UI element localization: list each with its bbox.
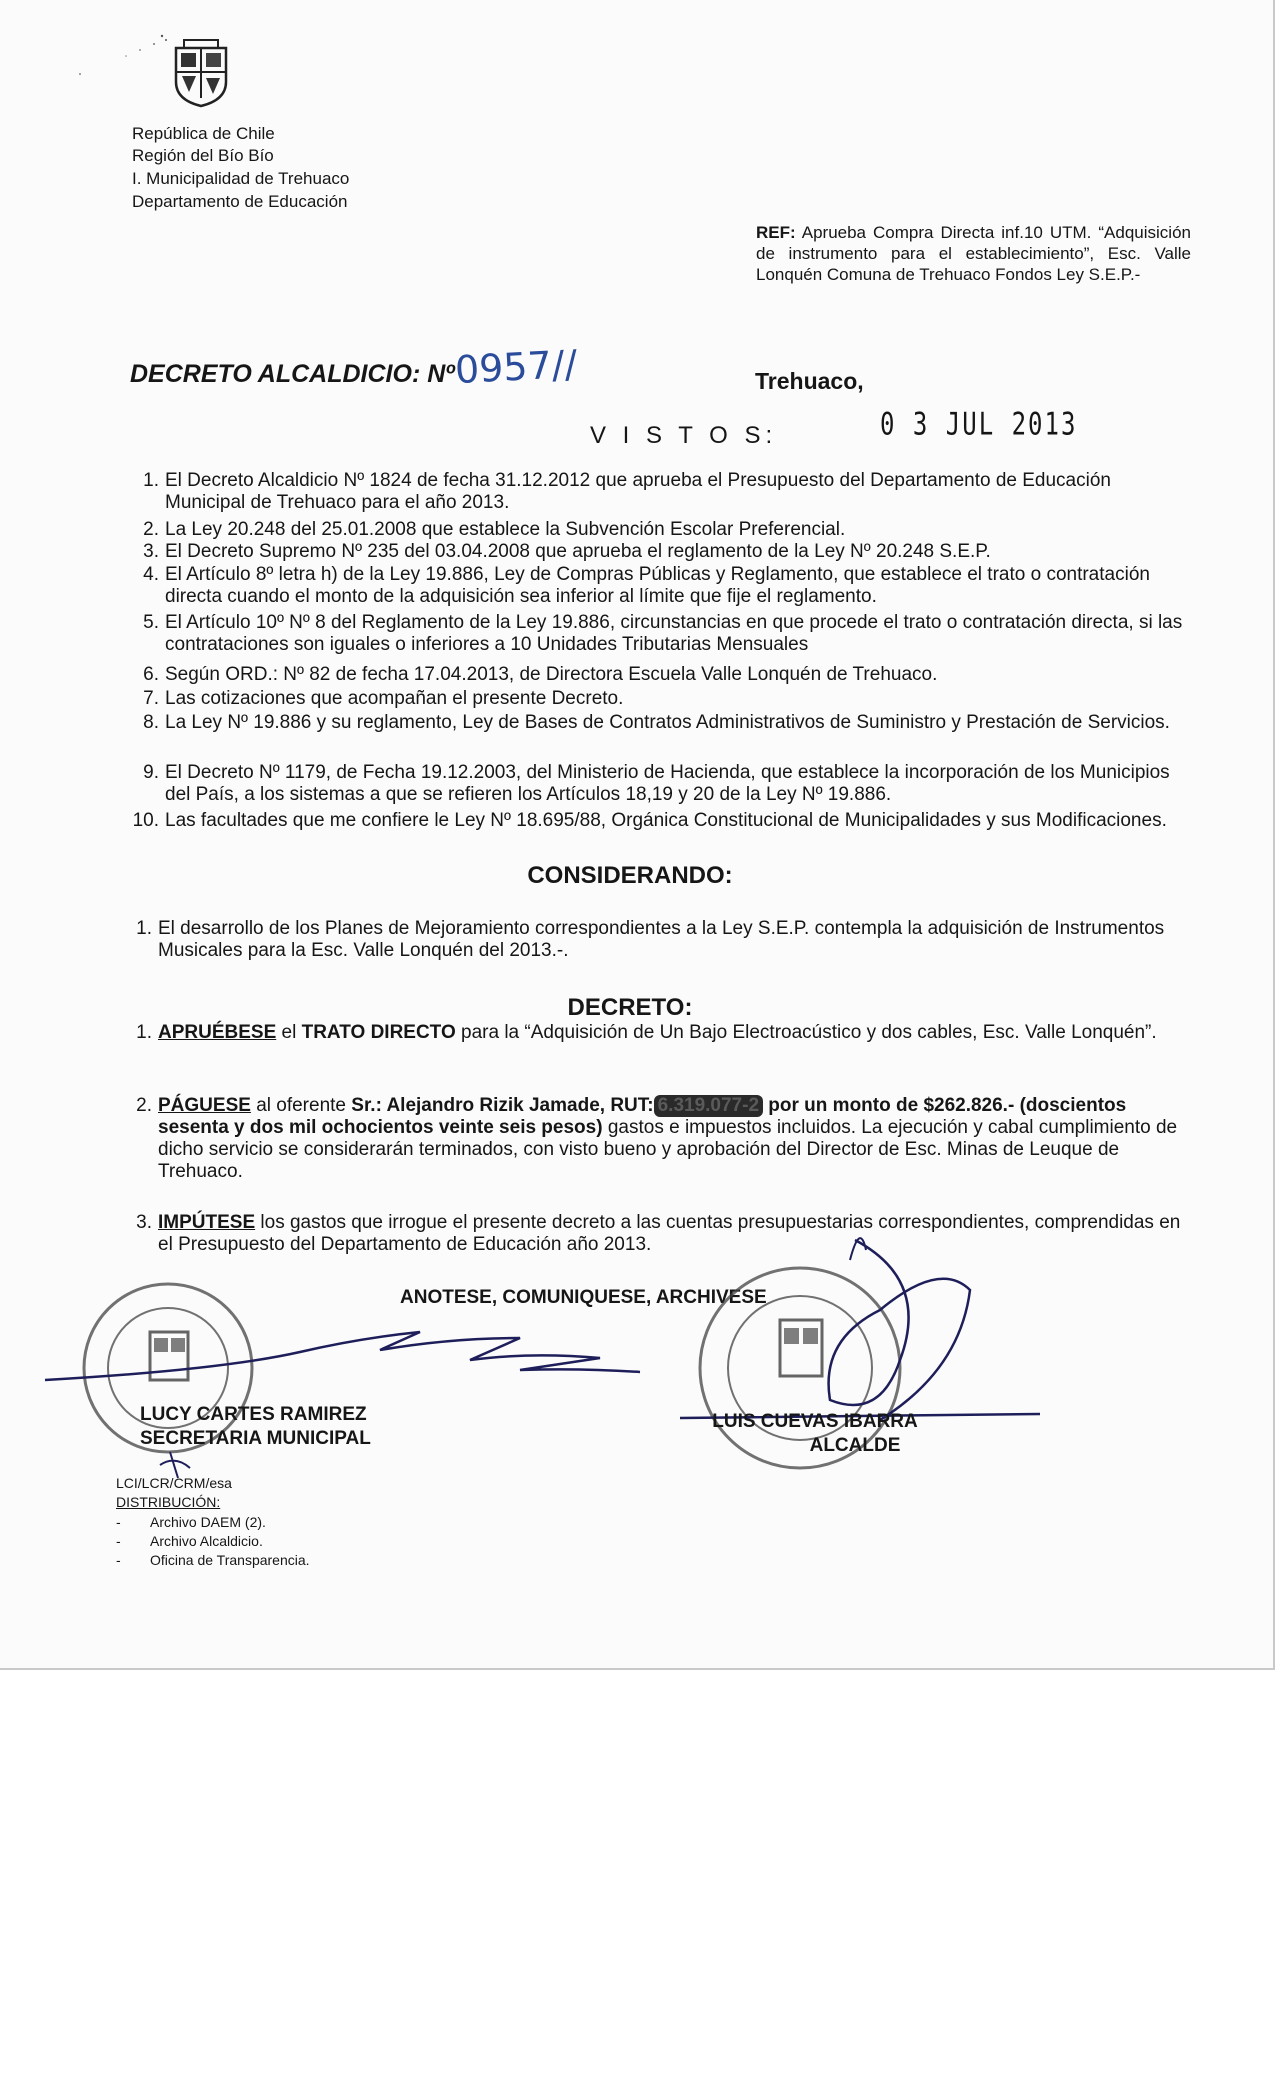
- typist-initials: LCI/LCR/CRM/esa: [116, 1475, 232, 1491]
- bold-fragment: por un monto de $262.826.- (doscientos sesenta y dos mil ochocientos veinte seis pesos): [158, 1095, 1127, 1138]
- left-signature-ink: [45, 1332, 640, 1380]
- text-fragment: los gastos que irrogue el presente decreto a las cuentas presupuestarias correspondientes, comprendidas en el Presupuesto del Departamento de Educación año 2013.: [158, 1212, 1181, 1255]
- right-signatory-name: LUIS CUEVAS IBARRA: [712, 1411, 918, 1432]
- item-text: La Ley 20.248 del 25.01.2008 que establece la Subvención Escolar Preferencial.: [165, 519, 846, 540]
- verb-pay: PÁGUESE: [158, 1095, 251, 1116]
- ref-label: REF:: [756, 223, 796, 242]
- vistos-item: [143, 519, 1185, 541]
- item-text: El Artículo 8º letra h) de la Ley 19.886, Ley de Compras Públicas y Reglamento, que establece el trato o contratación directa cuando el monto de la adquisición sea inferior al límite que fije el reglamento.: [165, 564, 1150, 607]
- decree-place: Trehuaco,: [755, 368, 864, 394]
- item-text: El desarrollo de los Planes de Mejoramiento correspondientes a la Ley S.E.P. contempla la adquisición de Instrumentos Musicales para la Esc. Valle Lonquén del 2013.-.: [158, 918, 1165, 961]
- item-text: [158, 1095, 1183, 1183]
- verb-charge: IMPÚTESE: [158, 1212, 256, 1233]
- item-text: Según ORD.: Nº 82 de fecha 17.04.2013, de Directora Escuela Valle Lonquén de Trehuaco.: [165, 664, 938, 685]
- item-number: 6.: [143, 664, 159, 685]
- reference-block: [756, 222, 1191, 285]
- item-number: 9.: [143, 762, 159, 783]
- item-number: 3.: [136, 1212, 152, 1233]
- scan-specks: [70, 30, 170, 90]
- item-text: Las facultades que me confiere le Ley Nº 18.695/88, Orgánica Constitucional de Municipalidades y sus Modificaciones.: [165, 810, 1167, 831]
- item-number: 8.: [143, 712, 159, 733]
- item-number: 2.: [143, 519, 159, 540]
- right-signatory-role: ALCALDE: [809, 1435, 901, 1456]
- distribution-item: - Archivo DAEM (2).: [116, 1514, 266, 1530]
- vistos-item: [143, 541, 1185, 563]
- text-fragment: el: [276, 1022, 302, 1043]
- ref-text: Aprueba Compra Directa inf.10 UTM. “Adquisición de instrumento para el establecimiento”, Esc. Valle Lonquén Comuna de Trehuaco Fondos Ley S.E.P.-: [756, 223, 1191, 284]
- municipal-crest-icon: [170, 38, 232, 108]
- item-text: El Decreto Alcaldicio Nº 1824 de fecha 31.12.2012 que aprueba el Presupuesto del Departamento de Educación Municipal de Trehuaco para el año 2013.: [165, 470, 1111, 513]
- vistos-item: [143, 470, 1185, 514]
- item-number: 5.: [143, 612, 159, 633]
- left-signatory-role: SECRETARIA MUNICIPAL: [140, 1428, 371, 1449]
- vistos-item: [143, 712, 1185, 734]
- text-fragment: gastos e impuestos incluidos. La ejecución y cabal cumplimiento de dicho servicio se considerarán terminados, con visto bueno y aprobación del Director de Esc. Minas de Leuque de Trehuaco.: [158, 1117, 1178, 1182]
- item-text: La Ley Nº 19.886 y su reglamento, Ley de Bases de Contratos Administrativos de Suministro y Prestación de Servicios.: [165, 712, 1170, 733]
- distribution-text: Archivo DAEM (2).: [150, 1514, 266, 1530]
- item-text: El Artículo 10º Nº 8 del Reglamento de la Ley 19.886, circunstancias en que procede el trato o contratación directa, si las contrataciones son iguales o inferiores a 10 Unidades Tributarias Mensuales: [165, 612, 1183, 655]
- distribution-text: Archivo Alcaldicio.: [150, 1533, 263, 1549]
- redacted-rut: 6.319.077-2: [654, 1095, 763, 1117]
- vistos-item: [143, 612, 1185, 656]
- item-number: 4.: [143, 564, 159, 585]
- distribution-item: - Oficina de Transparencia.: [116, 1552, 310, 1568]
- decreto-heading: DECRETO:: [567, 994, 693, 1021]
- item-number: 3.: [143, 541, 159, 562]
- verb-approve: APRUÉBESE: [158, 1022, 277, 1043]
- header-line-municipality: I. Municipalidad de Trehuaco: [132, 169, 350, 188]
- left-signatory: [140, 1403, 371, 1451]
- item-number: 2.: [136, 1095, 152, 1116]
- item-number: 1.: [136, 918, 152, 939]
- right-signatory: [700, 1410, 930, 1458]
- item-text: El Decreto Supremo Nº 235 del 03.04.2008 que aprueba el reglamento de la Ley Nº 20.248 S.E.P.: [165, 541, 991, 562]
- bold-fragment: TRATO DIRECTO: [301, 1022, 456, 1043]
- left-signatory-name: LUCY CARTES RAMIREZ: [140, 1404, 367, 1425]
- date-stamp: 0 3 JUL 2013: [880, 405, 1078, 443]
- item-number: 10.: [132, 810, 159, 831]
- item-text: El Decreto Nº 1179, de Fecha 19.12.2003, del Ministerio de Hacienda, que establece la incorporación de los Municipios del País, a los sistemas a que se refieren los Artículos 18,19 y 20 de la Ley Nº 19.886.: [165, 762, 1170, 805]
- decreto-item-approve: [136, 1022, 1183, 1044]
- header-line-country: República de Chile: [132, 124, 275, 143]
- vistos-item: [143, 564, 1185, 608]
- distribution-text: Oficina de Transparencia.: [150, 1552, 310, 1568]
- vistos-item: [143, 664, 1185, 686]
- vistos-item: [143, 762, 1185, 806]
- signature-and-stamp-overlay: [0, 1220, 1275, 1500]
- distribution-item: - Archivo Alcaldicio.: [116, 1533, 263, 1549]
- bold-fragment: Sr.: Alejandro Rizik Jamade, RUT:: [351, 1095, 654, 1116]
- considerando-item: [136, 918, 1183, 962]
- vistos-item: [143, 688, 1185, 710]
- text-fragment: para la “Adquisición de Un Bajo Electroacústico y dos cables, Esc. Valle Lonquén”.: [455, 1022, 1157, 1043]
- item-number: 1.: [143, 470, 159, 491]
- item-number: 7.: [143, 688, 159, 709]
- text-fragment: al oferente: [250, 1095, 352, 1116]
- considerando-heading: CONSIDERANDO:: [527, 862, 733, 889]
- item-text: [158, 1022, 1183, 1044]
- vistos-heading: V I S T O S:: [590, 422, 778, 449]
- decreto-item-pay: [136, 1095, 1183, 1183]
- header-line-region: Región del Bío Bío: [132, 146, 274, 165]
- closing-formula: ANOTESE, COMUNIQUESE, ARCHIVESE: [400, 1287, 767, 1308]
- item-number: 1.: [136, 1022, 152, 1043]
- item-text: Las cotizaciones que acompañan el presente Decreto.: [165, 688, 624, 709]
- distribution-heading: DISTRIBUCIÓN:: [116, 1494, 221, 1510]
- vistos-item: [132, 810, 1185, 832]
- decree-number-handwritten: 0957//: [453, 341, 579, 393]
- decree-title: DECRETO ALCALDICIO: Nº: [130, 360, 455, 388]
- header-line-department: Departamento de Educación: [132, 192, 348, 211]
